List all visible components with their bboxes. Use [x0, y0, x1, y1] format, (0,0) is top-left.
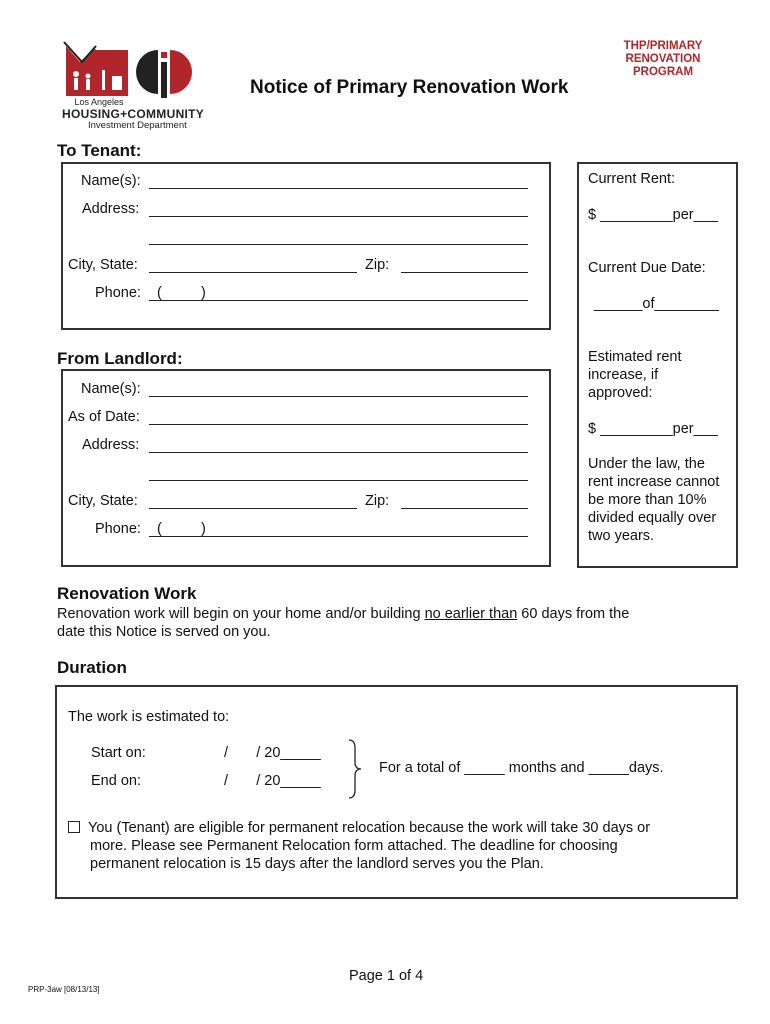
- landlord-address-label: Address:: [82, 437, 140, 453]
- tenant-zip-field[interactable]: [401, 272, 528, 273]
- tenant-city-label: City, State:: [68, 257, 138, 273]
- current-rent-value[interactable]: $ _________per___: [588, 207, 718, 223]
- form-code: PRP-3aw [08/13/13]: [28, 985, 100, 994]
- landlord-city-field[interactable]: [149, 508, 357, 509]
- tenant-phone-field[interactable]: [149, 300, 528, 301]
- current-rent-label: Current Rent:: [588, 171, 676, 187]
- renovation-text-underlined: no earlier than: [424, 606, 518, 622]
- tenant-names-field[interactable]: [149, 188, 528, 189]
- landlord-names-label: Name(s):: [81, 381, 141, 397]
- program-label: [608, 40, 718, 79]
- page-number: Page 1 of 4: [349, 968, 424, 984]
- tenant-phone-label: Phone:: [95, 285, 141, 301]
- relocation-line-1-text: You (Tenant) are eligible for permanent relocation because the work will take 30 days or: [88, 820, 651, 836]
- rent-increase-line-1: Estimated rent: [588, 349, 682, 365]
- landlord-city-label: City, State:: [68, 493, 138, 509]
- rent-law-line-3: be more than 10%: [588, 492, 707, 508]
- start-date-field[interactable]: / / 20_____: [224, 745, 321, 761]
- rent-increase-line-2: increase, if: [588, 367, 659, 383]
- landlord-names-field[interactable]: [149, 396, 528, 397]
- rent-increase-label: [588, 348, 682, 402]
- landlord-zip-field[interactable]: [401, 508, 528, 509]
- landlord-phone-paren-close: ): [201, 521, 206, 537]
- rent-law-line-2: rent increase cannot: [588, 474, 720, 490]
- landlord-heading: From Landlord:: [57, 349, 183, 368]
- relocation-note: [68, 819, 728, 873]
- program-line-1: THP/PRIMARY: [623, 40, 703, 52]
- landlord-phone-field[interactable]: [149, 536, 528, 537]
- tenant-city-field[interactable]: [149, 272, 357, 273]
- tenant-phone-paren-open: (: [157, 285, 162, 301]
- logo-city-text: Los Angeles: [74, 97, 124, 107]
- total-duration-text[interactable]: For a total of _____ months and _____days.: [379, 760, 664, 776]
- current-due-value[interactable]: ______of________: [594, 296, 719, 312]
- program-line-3: PROGRAM: [632, 66, 694, 78]
- rent-law-line-1: Under the law, the: [588, 456, 705, 472]
- landlord-address-field-2[interactable]: [149, 480, 528, 481]
- tenant-heading: To Tenant:: [57, 141, 142, 160]
- lahcid-logo: [62, 40, 207, 132]
- duration-heading: Duration: [57, 658, 127, 677]
- rent-law-line-5: two years.: [588, 528, 655, 544]
- tenant-names-label: Name(s):: [81, 173, 141, 189]
- landlord-phone-paren-open: (: [157, 521, 162, 537]
- tenant-address-field-2[interactable]: [149, 244, 528, 245]
- page-title: Notice of Primary Renovation Work: [250, 77, 569, 98]
- landlord-phone-label: Phone:: [95, 521, 141, 537]
- rent-law-line-4: divided equally over: [588, 510, 717, 526]
- estimated-label: The work is estimated to:: [68, 709, 230, 725]
- tenant-zip-label: Zip:: [365, 257, 390, 273]
- renovation-heading: Renovation Work: [57, 584, 197, 603]
- renovation-text-before: Renovation work will begin on your home and/or building: [57, 606, 425, 622]
- relocation-line-1: [68, 819, 728, 837]
- renovation-text: [57, 605, 697, 641]
- landlord-address-field[interactable]: [149, 452, 528, 453]
- tenant-address-field[interactable]: [149, 216, 528, 217]
- renovation-text-line-2: date this Notice is served on you.: [57, 624, 271, 640]
- end-label: End on:: [91, 773, 141, 789]
- logo-department-text: Investment Department: [88, 120, 187, 131]
- start-label: Start on:: [91, 745, 146, 761]
- rent-increase-value[interactable]: $ _________per___: [588, 421, 718, 437]
- landlord-as-of-field[interactable]: [149, 424, 528, 425]
- relocation-checkbox[interactable]: [68, 821, 80, 833]
- relocation-line-3: permanent relocation is 15 days after the landlord serves you the Plan.: [90, 856, 544, 872]
- tenant-address-label: Address:: [82, 201, 140, 217]
- renovation-text-line-1: [57, 605, 697, 623]
- program-line-2: RENOVATION: [625, 53, 701, 65]
- landlord-as-of-label: As of Date:: [68, 409, 140, 425]
- end-date-field[interactable]: / / 20_____: [224, 773, 321, 789]
- rent-law-note: [588, 455, 719, 545]
- current-due-label: Current Due Date:: [588, 260, 706, 276]
- brace-icon: [345, 738, 365, 800]
- landlord-box: [61, 369, 551, 567]
- rent-increase-line-3: approved:: [588, 385, 653, 401]
- renovation-text-after: 60 days from the: [517, 606, 630, 622]
- landlord-zip-label: Zip:: [365, 493, 390, 509]
- tenant-phone-paren-close: ): [201, 285, 206, 301]
- relocation-line-2: more. Please see Permanent Relocation form attached. The deadline for choosing: [90, 838, 618, 854]
- logo-housing-text: HOUSING+COMMUNITY: [62, 107, 205, 121]
